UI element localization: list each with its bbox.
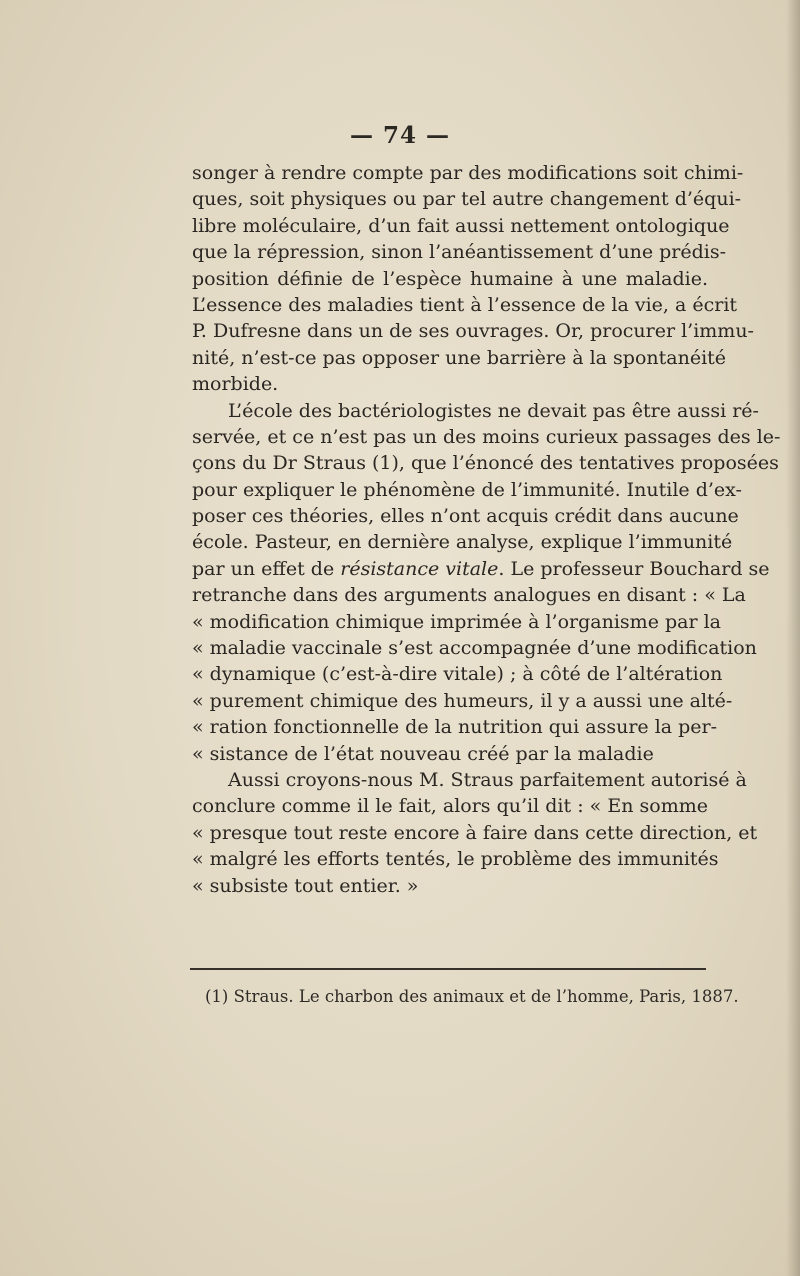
text-line: Aussi croyons-nous M. Straus parfaitement autorisé à [228, 768, 747, 791]
text-line: L’école des bactériologistes ne devait pas être aussi ré- [228, 399, 759, 422]
text-line: ques, soit physiques ou par tel autre changement d’équi- [192, 188, 742, 211]
text-line: pour expliquer le phénomène de l’immunité. Inutile d’ex- [192, 478, 742, 501]
page-number: — 74 — [349, 122, 451, 149]
text-line: songer à rendre compte par des modifications soit chimi- [192, 162, 744, 184]
text-line: position définie de l’espèce humaine à une maladie. [192, 267, 708, 290]
text-line: servée, et ce n’est pas un des moins curieux passages des le- [192, 425, 781, 448]
text-line: « sistance de l’état nouveau créé par la maladie [192, 742, 654, 765]
text-line: « ration fonctionnelle de la nutrition qui assure la per- [192, 716, 718, 739]
text-line: « dynamique (c’est-à-dire vitale) ; à côté de l’altération [192, 663, 723, 686]
text-line: école. Pasteur, en dernière analyse, explique l’immunité [192, 531, 733, 554]
text-line: L’essence des maladies tient à l’essence de la vie, a écrit [192, 293, 738, 316]
text-line: « malgré les efforts tentés, le problème des immunités [192, 848, 719, 871]
text-run: . Le professeur Bouchard se [498, 557, 770, 580]
text-line: « maladie vaccinale s’est accompagnée d’une modification [192, 637, 757, 660]
body-text [192, 160, 781, 899]
text-line: poser ces théories, elles n’ont acquis crédit dans aucune [192, 505, 739, 528]
footnote: (1) Straus. Le charbon des animaux et de l’homme, Paris, 1887. [205, 987, 739, 1006]
text-line: retranche dans des arguments analogues en disant : « La [192, 584, 746, 607]
text-line: « purement chimique des humeurs, il y a aussi une alté- [192, 689, 733, 712]
text-line: conclure comme il le fait, alors qu’il dit : « En somme [192, 795, 708, 818]
text-run: par un effet de [192, 557, 335, 580]
text-line: P. Dufresne dans un de ses ouvrages. Or, procurer l’immu- [192, 320, 754, 343]
text-line-mixed [192, 556, 770, 582]
italic-phrase: résistance vitale [340, 557, 499, 580]
text-line: çons du Dr Straus (1), que l’énoncé des tentatives proposées [192, 452, 779, 475]
text-line: « presque tout reste encore à faire dans cette direction, et [192, 821, 758, 844]
footnote-divider [190, 968, 706, 970]
text-line: nité, n’est-ce pas opposer une barrière à la spontanéité [192, 346, 727, 369]
text-line: « modification chimique imprimée à l’organisme par la [192, 610, 721, 633]
text-line: que la répression, sinon l’anéantissement d’une prédis- [192, 241, 727, 264]
text-line: « subsiste tout entier. » [192, 874, 419, 897]
page-edge-shadow [786, 0, 800, 1276]
text-line: morbide. [192, 373, 279, 396]
text-line: libre moléculaire, d’un fait aussi nettement ontologique [192, 214, 730, 237]
